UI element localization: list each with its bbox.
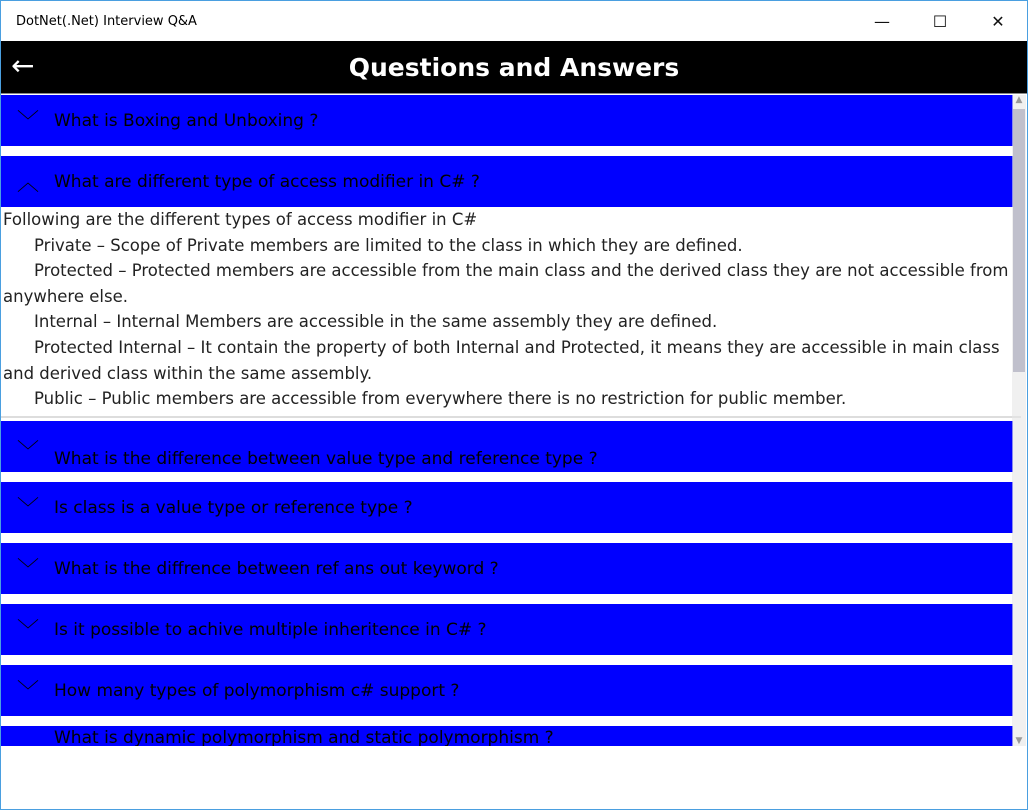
answer-line: anywhere else. [3, 286, 128, 306]
answer-panel [1, 207, 1021, 418]
scrollbar-thumb[interactable] [1013, 109, 1025, 372]
question-item[interactable] [1, 604, 1013, 655]
scroll-down-icon[interactable]: ▼ [1015, 736, 1023, 746]
chevron-up-icon: ︿ [16, 171, 39, 196]
question-label: What is Boxing and Unboxing ? [54, 111, 319, 131]
chevron-down-icon: ﹀ [16, 110, 39, 135]
minimize-button[interactable]: — [874, 11, 890, 31]
chevron-down-icon: ﹀ [16, 618, 39, 644]
vertical-scrollbar[interactable] [1012, 95, 1026, 746]
answer-line: Protected – Protected members are accessible from the main class and the derived class they are not accessible from [34, 261, 1009, 281]
answer-line: Following are the different types of access modifier in C# [3, 210, 478, 229]
answer-line: Protected Internal – It contain the property of both Internal and Protected, it means they are accessible in main class [34, 337, 1000, 357]
question-item[interactable] [1, 421, 1013, 472]
question-label: What is dynamic polymorphism and static polymorphism ? [54, 727, 554, 746]
question-label: Is class is a value type or reference type ? [54, 497, 413, 518]
question-list [1, 95, 1027, 746]
window-title: DotNet(.Net) Interview Q&A [16, 13, 197, 29]
question-item-expanded[interactable] [1, 156, 1013, 207]
back-arrow-icon[interactable]: ← [11, 49, 35, 82]
answer-line: Private – Scope of Private members are limited to the class in which they are defined. [34, 235, 743, 255]
page-title: Questions and Answers [348, 53, 680, 82]
question-item[interactable] [1, 665, 1013, 716]
answer-line: Public – Public members are accessible from everywhere there is no restriction for public member. [34, 389, 847, 409]
question-label: What is the diffrence between ref ans out keyword ? [54, 558, 499, 579]
app-header [1, 41, 1027, 94]
chevron-down-icon: ﹀ [16, 557, 39, 583]
question-item[interactable] [1, 543, 1013, 594]
answer-line: Internal – Internal Members are accessible in the same assembly they are defined. [34, 312, 718, 332]
question-item[interactable] [1, 482, 1013, 533]
question-item[interactable] [1, 95, 1013, 146]
question-label: Is it possible to achive multiple inheritence in C# ? [54, 619, 487, 640]
chevron-down-icon: ﹀ [16, 439, 39, 465]
close-button[interactable]: ✕ [991, 11, 1005, 31]
question-label: What is the difference between value type and reference type ? [54, 448, 598, 469]
chevron-down-icon: ﹀ [16, 496, 39, 522]
question-item[interactable] [1, 726, 1013, 746]
chevron-down-icon: ﹀ [16, 679, 39, 705]
question-label: How many types of polymorphism c# support ? [54, 680, 460, 701]
answer-line: and derived class within the same assembly. [3, 363, 373, 383]
question-label: What are different type of access modifier in C# ? [54, 172, 480, 192]
maximize-button[interactable]: ☐ [932, 11, 948, 31]
title-bar [1, 1, 1027, 41]
scroll-up-icon[interactable]: ▲ [1015, 95, 1023, 105]
